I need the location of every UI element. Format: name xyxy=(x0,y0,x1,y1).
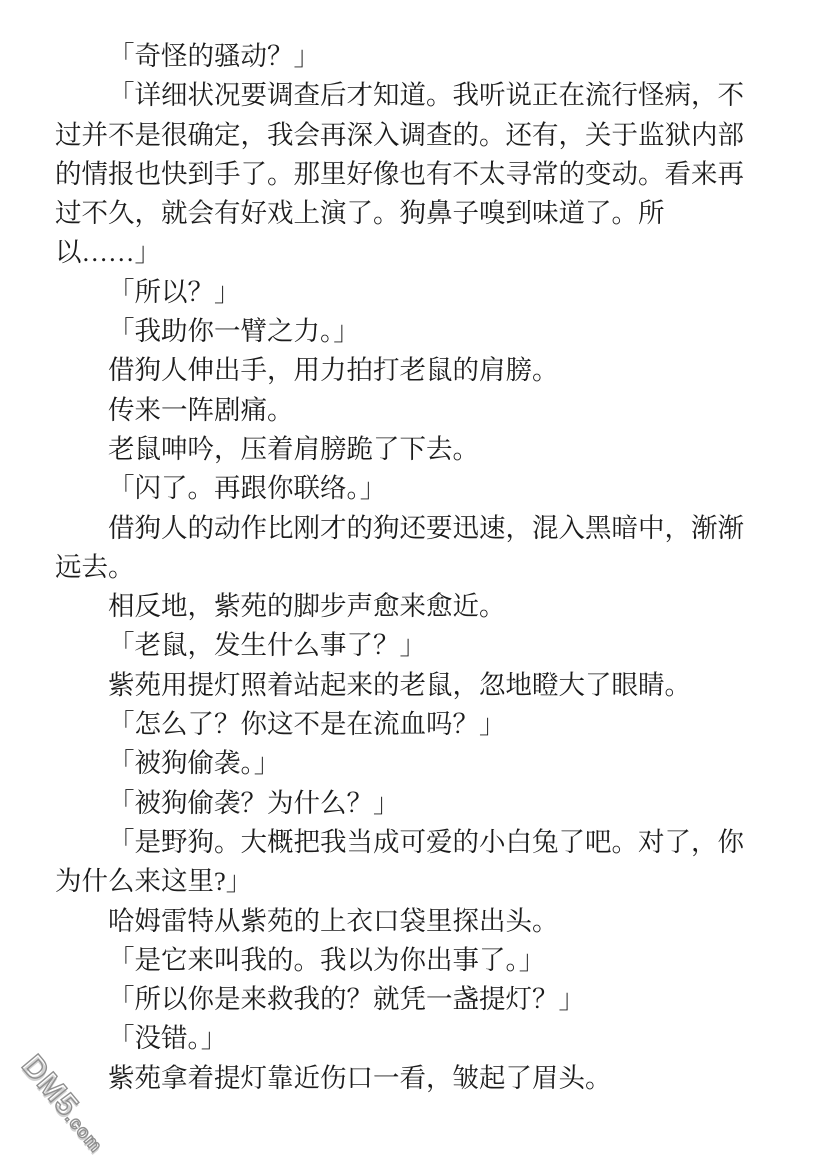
text-line: 「是野狗。大概把我当成可爱的小白兔了吧。对了，你 xyxy=(108,826,744,857)
text-line: 借狗人伸出手，用力拍打老鼠的肩膀。 xyxy=(108,355,559,386)
text-line: 「被狗偷袭。」 xyxy=(108,748,281,779)
text-line: 哈姆雷特从紫苑的上衣口袋里探出头。 xyxy=(108,905,559,936)
text-line: 紫苑用提灯照着站起来的老鼠，忽地瞪大了眼睛。 xyxy=(108,669,691,700)
novel-text xyxy=(55,37,771,1098)
text-line: 的情报也快到手了。那里好像也有不太寻常的变动。看来再 xyxy=(55,158,744,189)
text-line: 老鼠呻吟，压着肩膀跪了下去。 xyxy=(108,433,479,464)
text-line: 「老鼠，发生什么事了？」 xyxy=(108,630,426,661)
text-line: 紫苑拿着提灯靠近伤口一看，皱起了眉头。 xyxy=(108,1062,612,1093)
text-line: 过并不是很确定，我会再深入调查的。还有，关于监狱内部 xyxy=(55,119,744,150)
watermark-suffix-text: .com xyxy=(61,1108,107,1157)
text-line: 「详细状况要调查后才知道。我听说正在流行怪病，不 xyxy=(108,80,744,111)
text-line: 过不久，就会有好戏上演了。狗鼻子嗅到味道了。所 xyxy=(55,198,665,229)
watermark-main-text: DM5 xyxy=(15,1048,87,1123)
text-line: 「怎么了？你这不是在流血吗？」 xyxy=(108,709,506,740)
text-line: 「是它来叫我的。我以为你出事了。」 xyxy=(108,944,546,975)
text-line: 「闪了。再跟你联络。」 xyxy=(108,473,387,504)
text-line: 相反地，紫苑的脚步声愈来愈近。 xyxy=(108,591,506,622)
text-line: 「没错。」 xyxy=(108,1023,228,1054)
text-line: 远去。 xyxy=(55,551,135,582)
text-line: 借狗人的动作比刚才的狗还要迅速，混入黑暗中，渐渐 xyxy=(108,512,744,543)
text-line: 「被狗偷袭？为什么？」 xyxy=(108,787,400,818)
text-line: 为什么来这里?」 xyxy=(55,866,253,897)
text-line: 「所以你是来救我的？就凭一盏提灯？」 xyxy=(108,984,585,1015)
text-line: 「所以？」 xyxy=(108,276,241,307)
text-line: 传来一阵剧痛。 xyxy=(108,394,294,425)
text-line: 「我助你一臂之力。」 xyxy=(108,316,360,347)
text-line: 「奇怪的骚动？」 xyxy=(108,41,320,71)
text-line: 以……」 xyxy=(55,237,161,268)
